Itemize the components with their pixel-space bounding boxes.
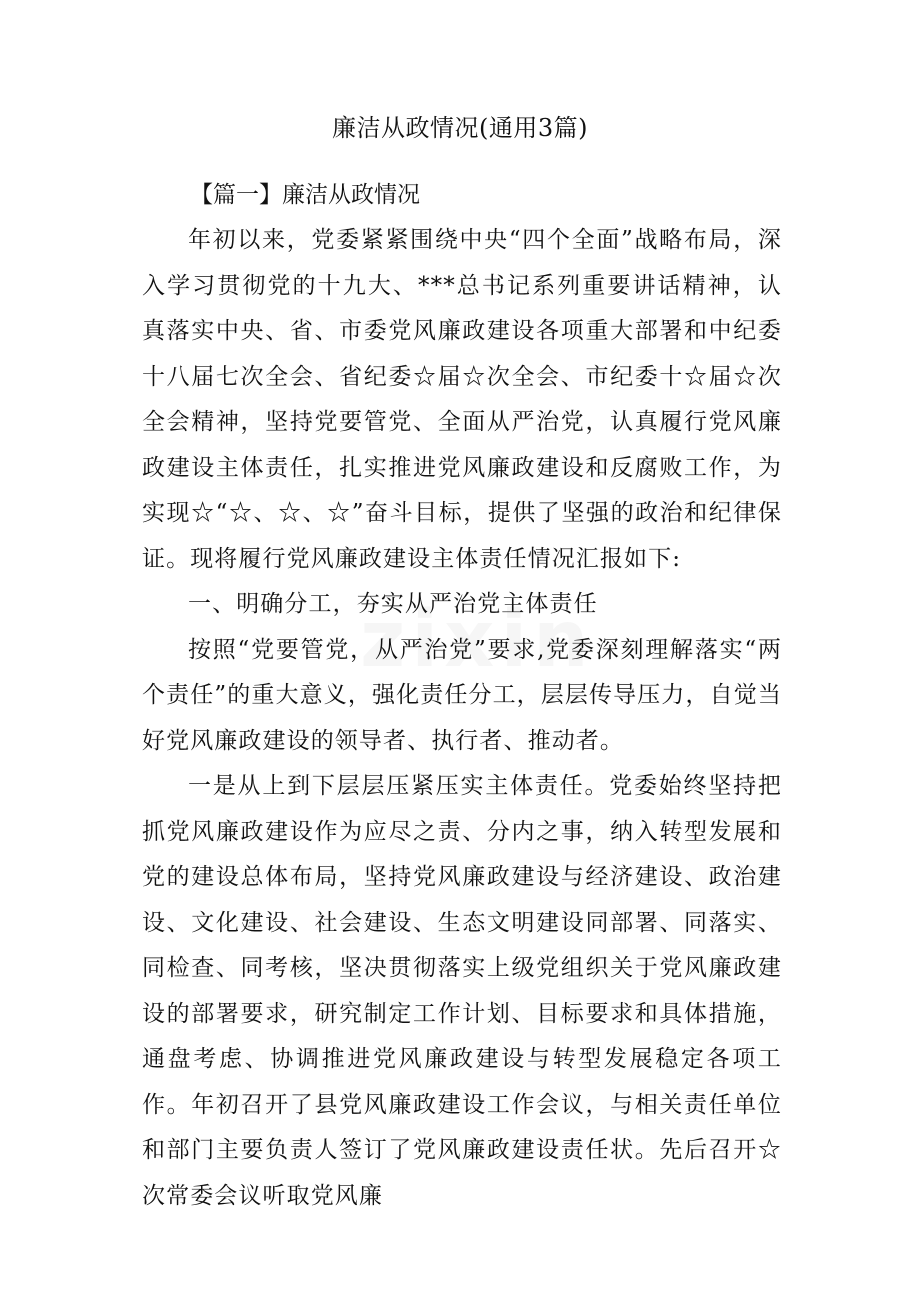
document-title: 廉洁从政情况(通用3篇) xyxy=(332,114,588,142)
paragraph-intro: 年初以来，党委紧紧围绕中央“四个全面”战略布局，深入学习贯彻党的十九大、***总书记系列重要讲话精神，认真落实中央、省、市委党风廉政建设各项重大部署和中纪委十八届七次全会、省纪委☆届☆次全会、市纪委十☆届☆次全会精神，坚持党要管党、全面从严治党，认真履行党风廉政建设主体责任，扎实推进党风廉政建设和反腐败工作，为实现☆“☆、☆、☆”奋斗目标，提供了坚强的政治和纪律保证。现将履行党风廉政建设主体责任情况汇报如下: xyxy=(142,227,782,572)
section-heading: 【篇一】廉洁从政情况 xyxy=(190,182,420,208)
paragraph-requirements: 按照“党要管党，从严治党”要求,党委深刻理解落实“两个责任”的重大意义，强化责任分工，层层传导压力，自觉当好党风廉政建设的领导者、执行者、推动者。 xyxy=(142,636,782,754)
subheading-division-of-labor: 一、明确分工，夯实从严治党主体责任 xyxy=(188,591,598,617)
paragraph-responsibility: 一是从上到下层层压紧压实主体责任。党委始终坚持把抓党风廉政建设作为应尽之责、分内之事，纳入转型发展和党的建设总体布局，坚持党风廉政建设与经济建设、政治建设、文化建设、社会建设、生态文明建设同部署、同落实、同检查、同考核，坚决贯彻落实上级党组织关于党风廉政建设的部署要求，研究制定工作计划、目标要求和具体措施，通盘考虑、协调推进党风廉政建设与转型发展稳定各项工作。年初召开了县党风廉政建设工作会议，与相关责任单位和部门主要负责人签订了党风廉政建设责任状。先后召开☆次常委会议听取党风廉 xyxy=(142,773,782,1209)
document-body xyxy=(142,176,782,1219)
